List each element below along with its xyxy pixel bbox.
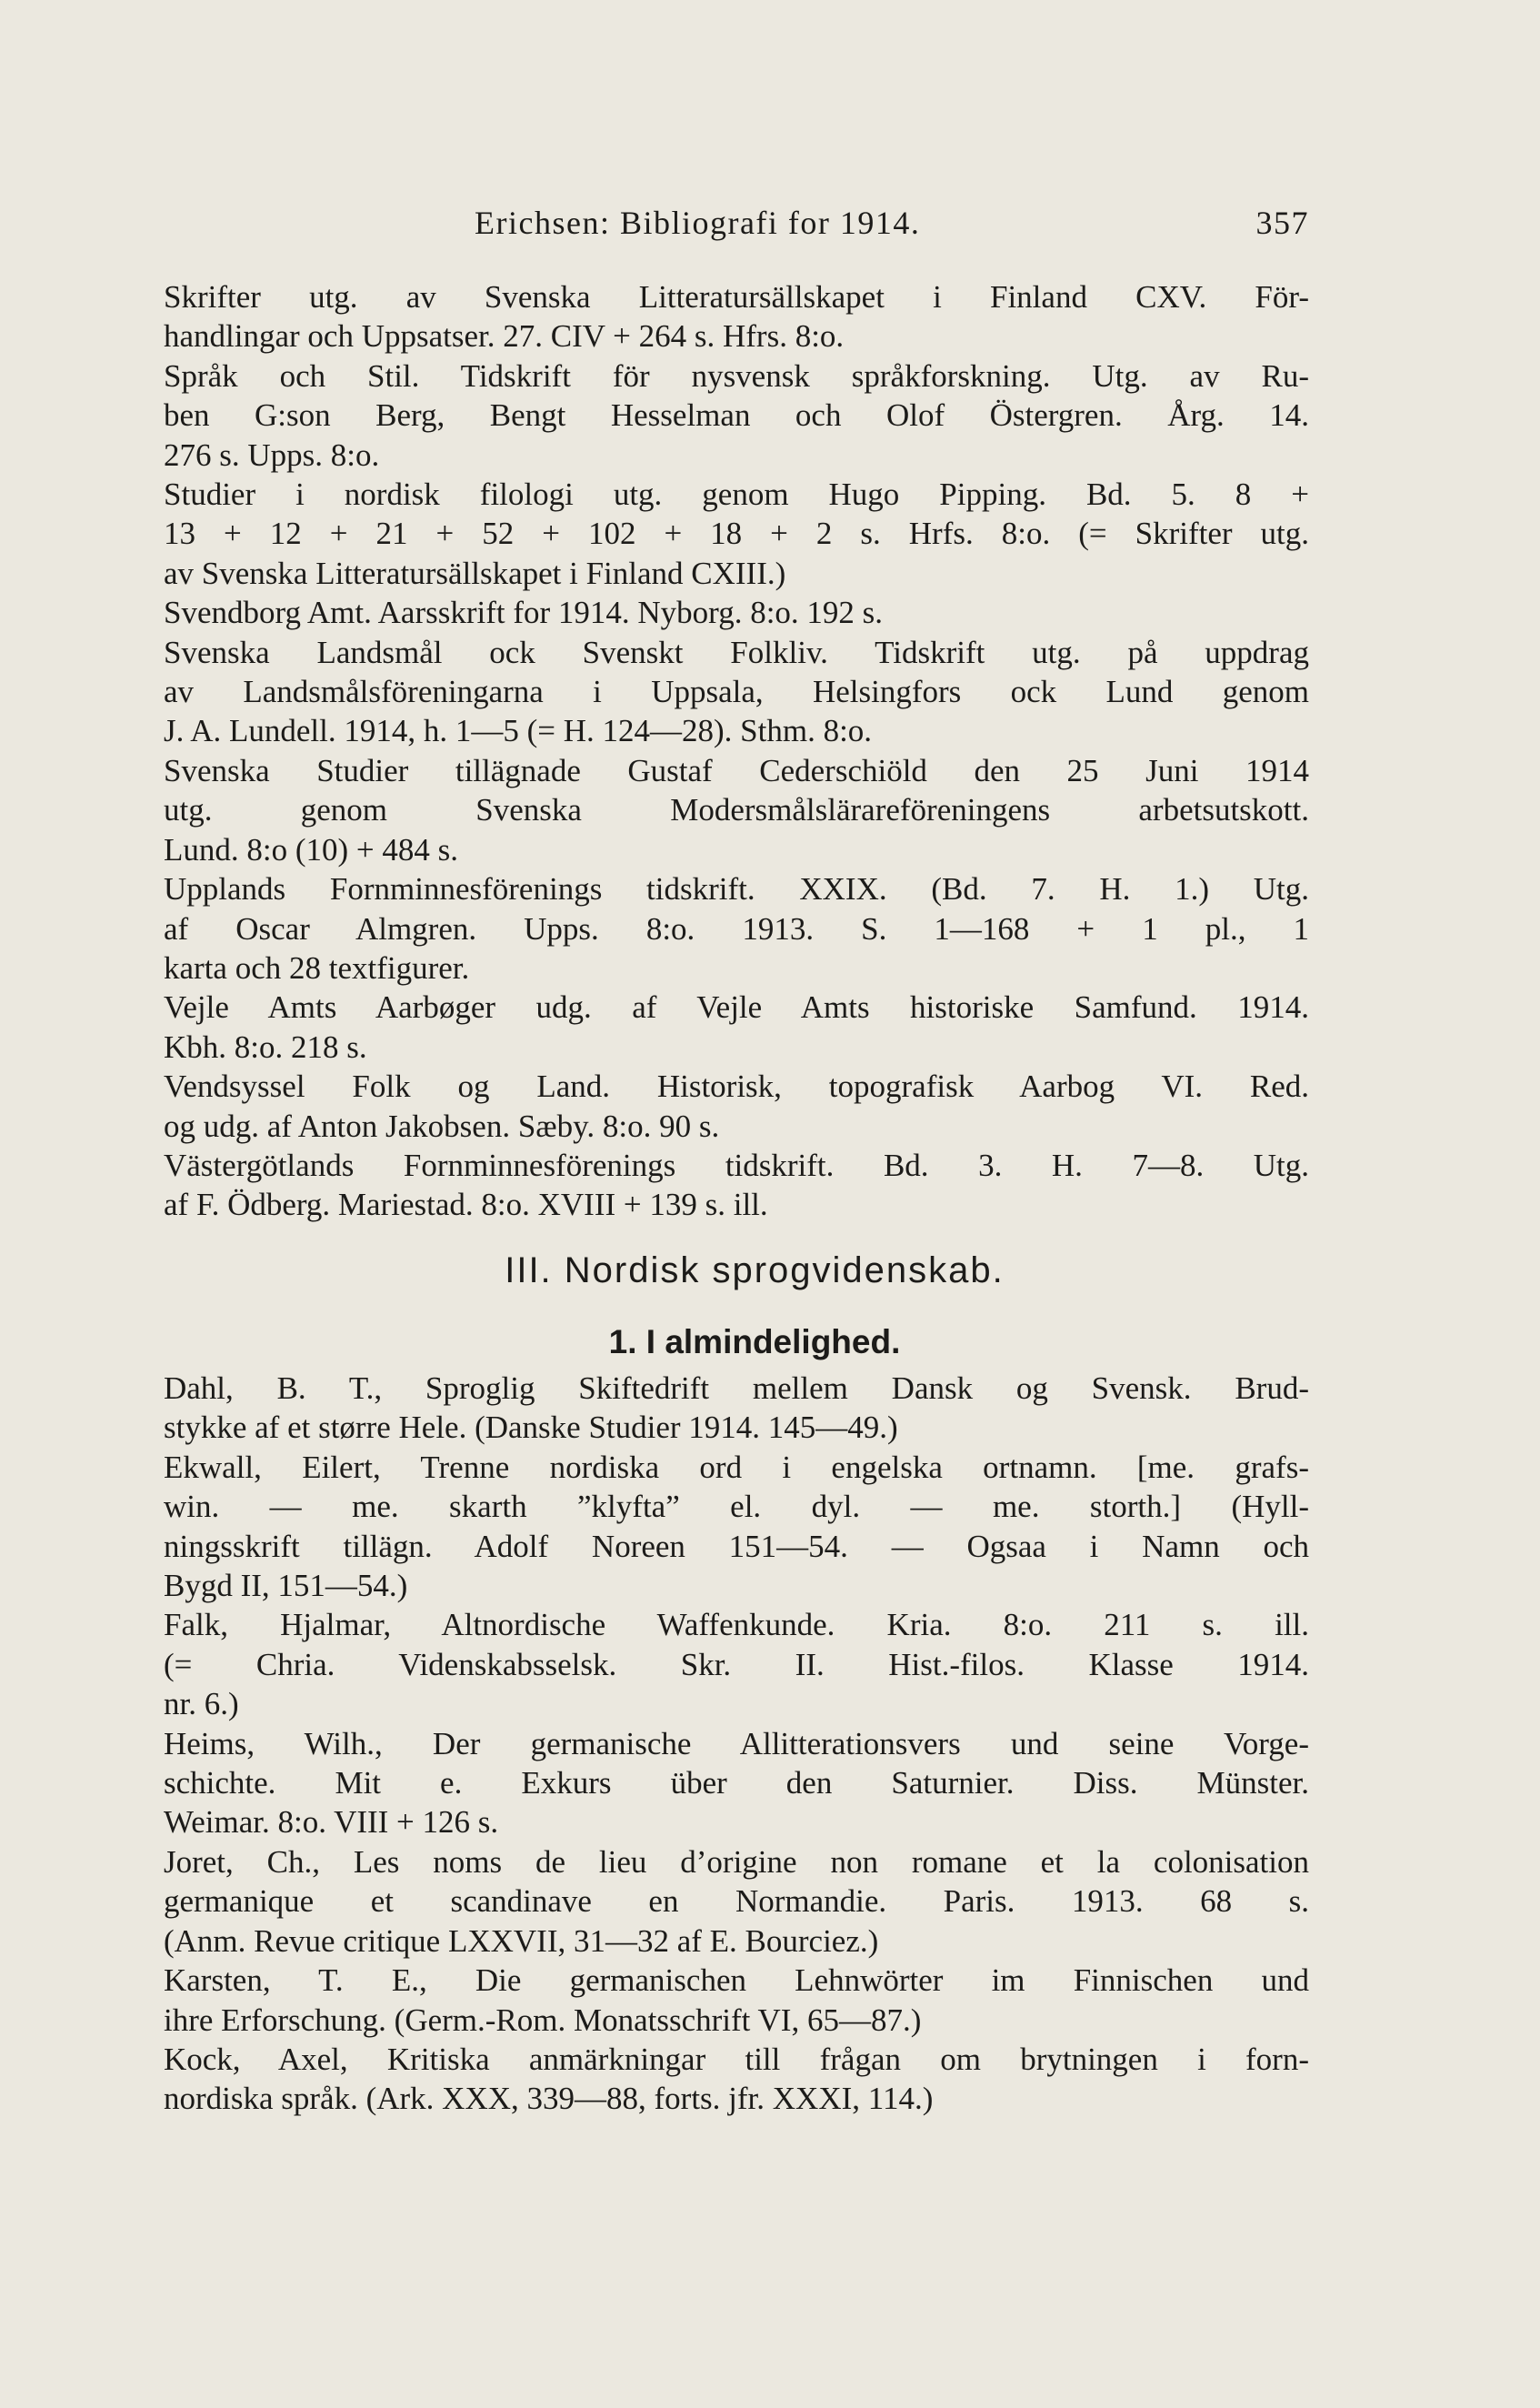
entry-line: Upplands Fornminnesförenings tidskrift. XXIX. (Bd. 7. H. 1.) Utg. xyxy=(164,871,1309,908)
entry-line: Falk, Hjalmar, Altnordische Waffenkunde. Kria. 8:o. 211 s. ill. xyxy=(164,1607,1309,1643)
bibliography-entry xyxy=(164,1842,1309,1961)
bibliography-entry xyxy=(164,869,1309,988)
entry-line: Heims, Wilh., Der germanische Allitterationsvers und seine Vorge- xyxy=(164,1725,1309,1761)
bibliography-entry xyxy=(164,593,1309,632)
entry-line: af Oscar Almgren. Upps. 8:o. 1913. S. 1—168 + 1 pl., 1 xyxy=(164,910,1309,947)
bibliography-entry xyxy=(164,475,1309,593)
entry-line: av Svenska Litteratursällskapet i Finland CXIII.) xyxy=(164,555,786,591)
entry-line: af F. Ödberg. Mariestad. 8:o. XVIII + 139 s. ill. xyxy=(164,1187,768,1223)
bibliography-entry xyxy=(164,1369,1309,1448)
entry-line: utg. genom Svenska Modersmålslärareföreningens arbetsutskott. xyxy=(164,792,1309,828)
bibliography-entry xyxy=(164,2040,1309,2119)
bibliography-entry xyxy=(164,1067,1309,1146)
bibliography-entry xyxy=(164,1605,1309,1723)
entry-line: Ekwall, Eilert, Trenne nordiska ord i engelska ortnamn. [me. grafs- xyxy=(164,1449,1309,1485)
entry-line: (Anm. Revue critique LXXVII, 31—32 af E. Bourciez.) xyxy=(164,1922,879,1959)
entry-line: karta och 28 textfigurer. xyxy=(164,949,470,986)
entry-line: handlingar och Uppsatser. 27. CIV + 264 s. Hfrs. 8:o. xyxy=(164,318,845,355)
entry-line: 13 + 12 + 21 + 52 + 102 + 18 + 2 s. Hrfs. 8:o. (= Skrifter utg. xyxy=(164,516,1309,552)
entry-line: og udg. af Anton Jakobsen. Sæby. 8:o. 90 s. xyxy=(164,1108,720,1144)
entry-line: Vejle Amts Aarbøger udg. af Vejle Amts historiske Samfund. 1914. xyxy=(164,989,1309,1026)
entry-line: Weimar. 8:o. VIII + 126 s. xyxy=(164,1804,499,1841)
entry-line: Kock, Axel, Kritiska anmärkningar till frågan om brytningen i forn- xyxy=(164,2041,1309,2077)
entry-line: Karsten, T. E., Die germanischen Lehnwörter im Finnischen und xyxy=(164,1962,1309,1999)
subsection-heading: 1. I almindelighed. xyxy=(608,1323,901,1360)
page-number: 357 xyxy=(1255,205,1309,241)
entry-line: Joret, Ch., Les noms de lieu d’origine non romane et la colonisation xyxy=(164,1843,1309,1880)
entry-line: Västergötlands Fornminnesförenings tidskrift. Bd. 3. H. 7—8. Utg. xyxy=(164,1147,1309,1183)
entries-top xyxy=(164,277,1309,1225)
entry-line: Bygd II, 151—54.) xyxy=(164,1568,408,1604)
entry-line: Svenska Studier tillägnade Gustaf Cederschiöld den 25 Juni 1914 xyxy=(164,752,1309,788)
header-title: Erichsen: Bibliografi for 1914. xyxy=(475,205,921,241)
entry-line: Svenska Landsmål ock Svenskt Folkliv. Tidskrift utg. på uppdrag xyxy=(164,634,1309,670)
entry-line: Kbh. 8:o. 218 s. xyxy=(164,1028,367,1065)
entry-line: Lund. 8:o (10) + 484 s. xyxy=(164,831,459,868)
entry-line: ben G:son Berg, Bengt Hesselman och Olof Östergren. Årg. 14. xyxy=(164,397,1309,434)
bibliography-entry xyxy=(164,1724,1309,1842)
bibliography-entry xyxy=(164,356,1309,475)
entry-line: Skrifter utg. av Svenska Litteratursällskapet i Finland CXV. För- xyxy=(164,279,1309,315)
entry-line: schichte. Mit e. Exkurs über den Saturnier. Diss. Münster. xyxy=(164,1765,1309,1801)
entry-line: ningsskrift tillägn. Adolf Noreen 151—54. — Ogsaa i Namn och xyxy=(164,1528,1309,1564)
bibliography-entry xyxy=(164,988,1309,1067)
entry-line: 276 s. Upps. 8:o. xyxy=(164,436,380,473)
bibliography-entry xyxy=(164,751,1309,869)
entry-line: ihre Erforschung. (Germ.-Rom. Monatsschrift VI, 65—87.) xyxy=(164,2002,922,2038)
running-header xyxy=(164,204,1309,246)
entry-line: (= Chria. Videnskabsselsk. Skr. II. Hist.-filos. Klasse 1914. xyxy=(164,1646,1309,1682)
entry-line: stykke af et større Hele. (Danske Studier 1914. 145—49.) xyxy=(164,1410,898,1446)
bibliography-entry xyxy=(164,1448,1309,1606)
entry-line: germanique et scandinave en Normandie. Paris. 1913. 68 s. xyxy=(164,1883,1309,1920)
entry-line: Dahl, B. T., Sproglig Skiftedrift mellem Dansk og Svensk. Brud- xyxy=(164,1370,1309,1406)
entry-line: Vendsyssel Folk og Land. Historisk, topografisk Aarbog VI. Red. xyxy=(164,1069,1309,1105)
bibliography-entry xyxy=(164,633,1309,751)
bibliography-entry xyxy=(164,277,1309,356)
entries-bottom xyxy=(164,1369,1309,2119)
entry-line: win. — me. skarth ”klyfta” el. dyl. — me. storth.] (Hyll- xyxy=(164,1489,1309,1525)
entry-line: av Landsmålsföreningarna i Uppsala, Helsingfors ock Lund genom xyxy=(164,674,1309,710)
section-heading: III. Nordisk sprogvidenskab. xyxy=(505,1250,1005,1290)
entry-line: J. A. Lundell. 1914, h. 1—5 (= H. 124—28). Sthm. 8:o. xyxy=(164,713,873,749)
entry-line: nr. 6.) xyxy=(164,1686,239,1722)
bibliography-entry xyxy=(164,1146,1309,1225)
entry-line: Svendborg Amt. Aarsskrift for 1914. Nyborg. 8:o. 192 s. xyxy=(164,595,884,631)
entry-line: Språk och Stil. Tidskrift för nysvensk språkforskning. Utg. av Ru- xyxy=(164,357,1309,394)
entry-line: nordiska språk. (Ark. XXX, 339—88, forts. jfr. XXXI, 114.) xyxy=(164,2081,934,2117)
bibliography-entry xyxy=(164,1961,1309,2040)
entry-line: Studier i nordisk filologi utg. genom Hugo Pipping. Bd. 5. 8 + xyxy=(164,477,1309,513)
